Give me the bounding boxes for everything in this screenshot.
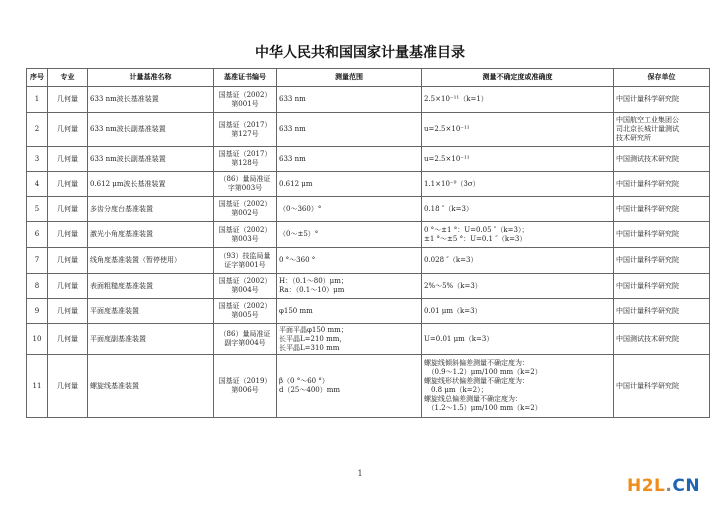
cell-range: 633 nm: [277, 147, 422, 172]
cell-uncertainty: u=2.5×10⁻¹¹: [422, 113, 614, 147]
table-row: [27, 222, 710, 248]
cell-unit: 中国计量科学研究院: [614, 222, 710, 248]
cell-cert: 国基证（2002） 第003号: [214, 222, 277, 248]
watermark-dot: .: [665, 476, 673, 496]
cell-unit: 中国计量科学研究院: [614, 87, 710, 113]
cell-cert: （86）量局准证 字第003号: [214, 172, 277, 197]
cell-range: 633 nm: [277, 87, 422, 113]
cell-unit: 中国航空工业集团公 司北京长城计量测试 技术研究所: [614, 113, 710, 147]
cell-uncertainty: U=0.01 μm（k=3）: [422, 324, 614, 355]
cell-field: 几何量: [48, 274, 88, 299]
cell-field: 几何量: [48, 113, 88, 147]
cell-range: 633 nm: [277, 113, 422, 147]
table-row: [27, 299, 710, 324]
cell-no: 1: [27, 87, 48, 113]
cell-range: 0 °～360 °: [277, 248, 422, 274]
cell-range: φ150 mm: [277, 299, 422, 324]
cell-field: 几何量: [48, 299, 88, 324]
cell-no: 7: [27, 248, 48, 274]
cell-cert: （86）量局准证 副字第004号: [214, 324, 277, 355]
header-uncertainty: 测量不确定度或准确度: [422, 69, 614, 87]
cell-uncertainty: 1.1×10⁻⁹（3σ）: [422, 172, 614, 197]
cell-cert: （93）技监局量 证字第001号: [214, 248, 277, 274]
cell-field: 几何量: [48, 248, 88, 274]
header-no: 序号: [27, 69, 48, 87]
cell-no: 6: [27, 222, 48, 248]
cell-no: 11: [27, 355, 48, 418]
cell-no: 9: [27, 299, 48, 324]
cell-no: 8: [27, 274, 48, 299]
cell-name: 表面粗糙度基准装置: [88, 274, 214, 299]
cell-no: 5: [27, 197, 48, 222]
table-row: [27, 87, 710, 113]
cell-range: H：（0.1～80）μm； Ra：（0.1～10）μm: [277, 274, 422, 299]
cell-name: 633 nm波长副基准装置: [88, 113, 214, 147]
cell-no: 3: [27, 147, 48, 172]
document-title: 中华人民共和国国家计量基准目录: [255, 45, 465, 61]
header-cert: 基准证书编号: [214, 69, 277, 87]
standards-table: [26, 68, 710, 418]
cell-field: 几何量: [48, 172, 88, 197]
watermark-logo: [627, 476, 709, 498]
table-row: [27, 324, 710, 355]
table-row: [27, 147, 710, 172]
cell-range: （0～±5）°: [277, 222, 422, 248]
table-row: [27, 113, 710, 147]
cell-cert: 国基证（2002） 第004号: [214, 274, 277, 299]
cell-uncertainty: 2.5×10⁻¹¹（k=1）: [422, 87, 614, 113]
cell-uncertainty: 螺旋线倾斜偏差测量不确定度为： （0.9～1.2）μm/100 mm（k=2） 螺旋线形状偏差测量不确定度为： 0.8 μm（k=2）； 螺旋线总偏差测量不确定度为： （1.2～1.5）μm/100 mm（k=2）: [422, 355, 614, 418]
table-row: [27, 197, 710, 222]
watermark-part1: H2L: [627, 476, 666, 496]
cell-name: 0.612 μm波长基准装置: [88, 172, 214, 197]
cell-field: 几何量: [48, 222, 88, 248]
cell-cert: 国基证（2019） 第006号: [214, 355, 277, 418]
cell-uncertainty: 0.18 ″（k=3）: [422, 197, 614, 222]
table-row: [27, 355, 710, 418]
table-header-row: [27, 69, 710, 87]
cell-cert: 国基证（2017） 第127号: [214, 113, 277, 147]
cell-cert: 国基证（2017） 第128号: [214, 147, 277, 172]
cell-unit: 中国计量科学研究院: [614, 274, 710, 299]
header-unit: 保存单位: [614, 69, 710, 87]
cell-cert: 国基证（2002） 第001号: [214, 87, 277, 113]
cell-name: 线角度基准装置（暂停使用）: [88, 248, 214, 274]
cell-unit: 中国计量科学研究院: [614, 172, 710, 197]
cell-range: 0.612 μm: [277, 172, 422, 197]
table-row: [27, 274, 710, 299]
cell-no: 4: [27, 172, 48, 197]
cell-no: 2: [27, 113, 48, 147]
cell-name: 螺旋线基准装置: [88, 355, 214, 418]
cell-unit: 中国计量科学研究院: [614, 299, 710, 324]
cell-field: 几何量: [48, 355, 88, 418]
cell-field: 几何量: [48, 197, 88, 222]
cell-range: β（0 °～60 °） d（25～400）mm: [277, 355, 422, 418]
cell-name: 平面度副基准装置: [88, 324, 214, 355]
page-number: 1: [357, 469, 363, 478]
cell-name: 激光小角度基准装置: [88, 222, 214, 248]
cell-name: 633 nm波长基准装置: [88, 87, 214, 113]
cell-field: 几何量: [48, 147, 88, 172]
cell-name: 平面度基准装置: [88, 299, 214, 324]
cell-name: 多齿分度台基准装置: [88, 197, 214, 222]
cell-uncertainty: 0.028 ″（k=3）: [422, 248, 614, 274]
cell-range: 平面平晶φ150 mm； 长平晶L=210 mm， 长平晶L=310 mm: [277, 324, 422, 355]
table-row: [27, 248, 710, 274]
watermark-part2: CN: [672, 476, 701, 496]
cell-name: 633 nm波长副基准装置: [88, 147, 214, 172]
cell-unit: 中国计量科学研究院: [614, 355, 710, 418]
header-range: 测量范围: [277, 69, 422, 87]
cell-cert: 国基证（2002） 第005号: [214, 299, 277, 324]
cell-no: 10: [27, 324, 48, 355]
cell-unit: 中国测试技术研究院: [614, 147, 710, 172]
cell-cert: 国基证（2002） 第002号: [214, 197, 277, 222]
cell-uncertainty: u=2.5×10⁻¹¹: [422, 147, 614, 172]
header-name: 计量基准名称: [88, 69, 214, 87]
cell-unit: 中国计量科学研究院: [614, 197, 710, 222]
cell-uncertainty: 0.01 μm（k=3）: [422, 299, 614, 324]
header-field: 专业: [48, 69, 88, 87]
cell-unit: 中国测试技术研究院: [614, 324, 710, 355]
cell-uncertainty: 2%～5%（k=3）: [422, 274, 614, 299]
cell-range: （0～360）°: [277, 197, 422, 222]
table-row: [27, 172, 710, 197]
cell-uncertainty: 0 °～±1 °：U=0.05 ″（k=3）； ±1 °～±5 °：U=0.1 ″（k=3）: [422, 222, 614, 248]
cell-field: 几何量: [48, 324, 88, 355]
cell-unit: 中国计量科学研究院: [614, 248, 710, 274]
cell-field: 几何量: [48, 87, 88, 113]
